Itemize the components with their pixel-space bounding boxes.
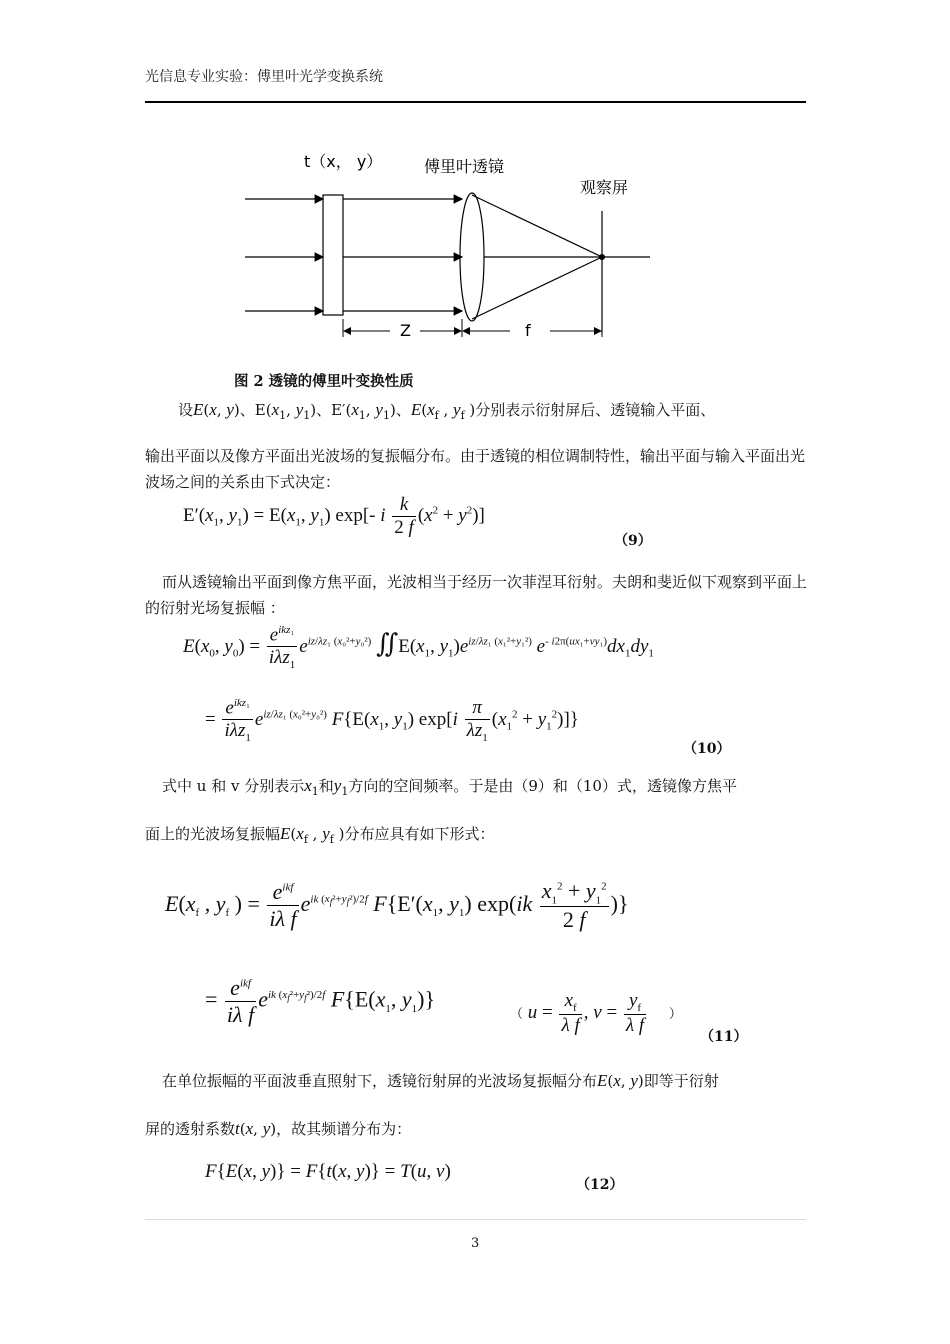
footer-rule [145, 1219, 806, 1220]
label-lens: 傅里叶透镜 [424, 157, 505, 176]
label-transmittance: t（x， y） [304, 152, 383, 171]
equation-9: $E'(x_1$, $y_1) = E(x_1$, $y_1$) exp[- i $\frac{k}{2 f}$ $(x^2 + y^2)$] [183, 494, 485, 538]
paragraph-4-cont: 屏的透射系数t(x, y)，故其频谱分布为： [145, 1119, 412, 1138]
equation-9-number: （9） [614, 533, 652, 549]
figure-caption: 图 2 透镜的傅里叶变换性质 [234, 373, 414, 390]
equation-11-condition: （ u = $\frac{x_f}{\text{λ f}}$ , v = $\frac{y_f}{\text{λ f}}$ ） [510, 990, 682, 1036]
label-distance-z: Z [400, 321, 411, 340]
label-focal-f: f [525, 321, 531, 340]
equation-12: F{E(x, y)} = F{t(x, y)} = T(u, v) [205, 1161, 451, 1182]
header-rule [145, 101, 806, 103]
equation-11-line1: $E(x_f$ , $y_f$ ) = $\frac{e^{ikf}}{\text{iλ f}}$ $e^{ik (x_f^2+y_f^2)/2f}$ $F\{E'(x_1$, $y_1$) exp(ik $\frac{x_1^2 + y_1^2}{2 f}$ )} [165, 878, 629, 933]
fourier-lens [460, 193, 484, 321]
paragraph-3-cont: 面上的光波场复振幅$E(x_f$ , $y_f$ )分布应具有如下形式： [145, 824, 495, 846]
page-number: 3 [471, 1236, 480, 1251]
paragraph-3: 式中 u 和 v 分别表示$x_1$和$y_1$方向的空间频率。于是由（9）和（10）式，透镜像方焦平 [162, 776, 737, 798]
paragraph-4: 在单位振幅的平面波垂直照射下，透镜衍射屏的光波场复振幅分布E(x, y)即等于衍射 [162, 1071, 719, 1090]
lens-diagram [240, 145, 670, 345]
running-header: 光信息专业实验：傅里叶光学变换系统 [145, 69, 383, 85]
paragraph-1-cont: 输出平面以及像方平面出光波场的复振幅分布。由于透镜的相位调制特性，输出平面与输入平面出光波场之间的关系由下式决定： [145, 447, 806, 491]
paragraph-2: 而从透镜输出平面到像方焦平面，光波相当于经历一次菲涅耳衍射。夫朗和斐近似下观察到平面上的衍射光场复振幅 ： [145, 573, 808, 617]
equation-10-line2: = $\frac{e^{ikz_1}}{i\lambda z_1}$ $e^{iz/\lambda z_1 (x_0^2+y_0^2)}$ $F\{E(x_1$, $y_1$) exp[i $\frac{\pi}{\lambda z_1}$ $(x_1^2 + y_1^2)$]} [205, 697, 579, 745]
equation-12-number: （12） [576, 1177, 624, 1193]
equation-10-number: （10） [683, 741, 731, 757]
paragraph-1: 设E(x, y)、$E(x_1$, $y_1$)、$E'(x_1$, $y_1$)、$E(x_f$ , $y_f$ )分别表示衍射屏后、透镜输入平面、 [178, 400, 716, 422]
equation-10-line1: $E(x_0$, $y_0$) = $\frac{e^{ikz_1}}{i\lambda z_1}$ $e^{iz/\lambda z_1 (x_0^2+y_0^2)}$ $∬E(x_1$, $y_1)e^{iz/\lambda z_1 (x_1^2+y_1^2)}$ $e^{- i2\pi(ux_1+vy_1)}dx_1dy_1$ [183, 624, 654, 672]
equation-11-line2: = $\frac{e^{ikf}}{\text{iλ f}}$ $e^{ik (x_f^2+y_f^2)/2f}$ $F\{E(x_1$, $y_1$)} [205, 975, 436, 1027]
label-screen: 观察屏 [580, 178, 629, 197]
equation-11-number: （11） [700, 1029, 748, 1045]
object-transparency [323, 195, 343, 315]
